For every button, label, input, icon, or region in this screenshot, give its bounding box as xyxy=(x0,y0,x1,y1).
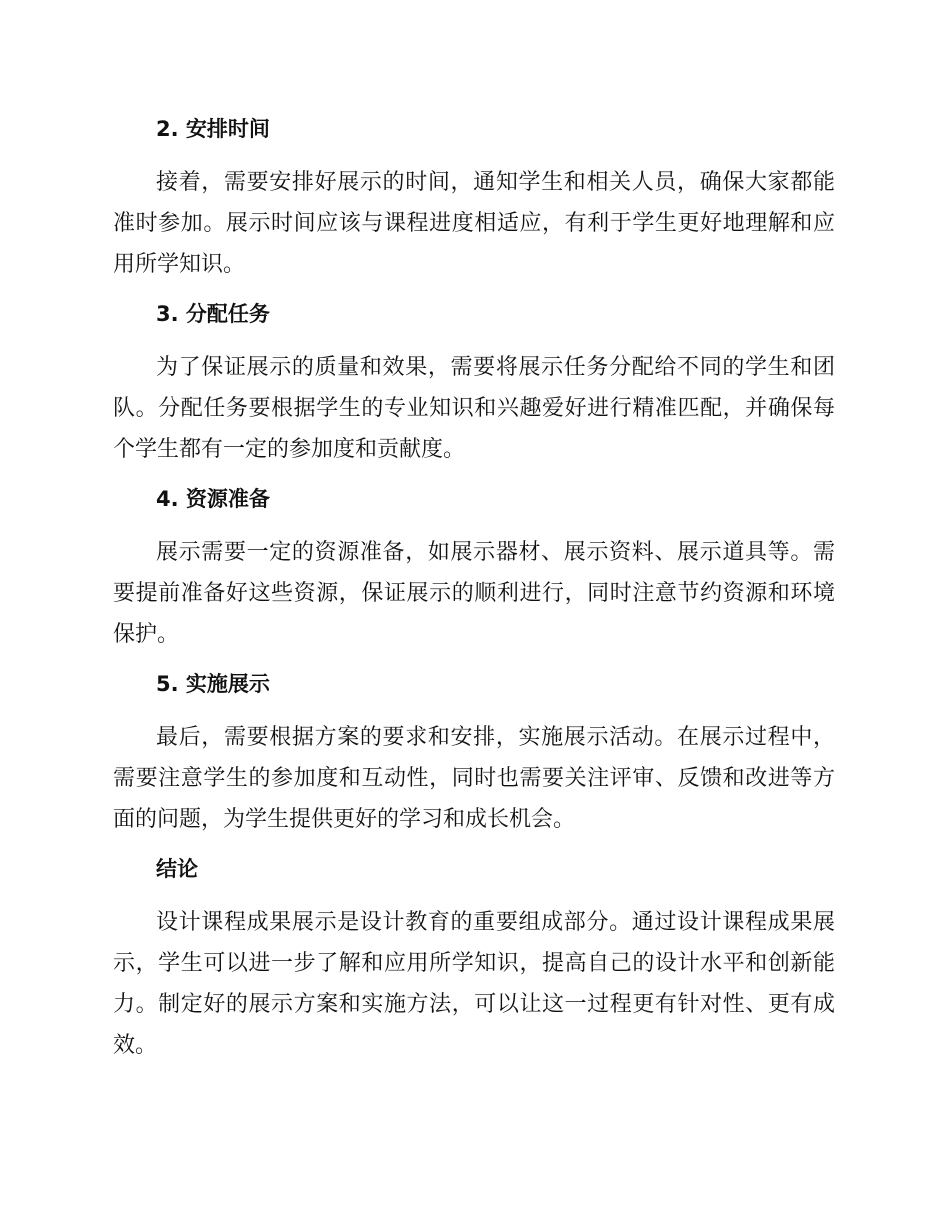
section-paragraph-schedule: 接着，需要安排好展示的时间，通知学生和相关人员，确保大家都能准时参加。展示时间应该与课程进度相适应，有利于学生更好地理解和应用所学知识。 xyxy=(113,170,835,277)
section-heading-implementation: 5. 实施展示 xyxy=(156,672,270,696)
section-heading-resources: 4. 资源准备 xyxy=(156,487,270,511)
section-heading-conclusion: 结论 xyxy=(156,857,198,881)
section-paragraph-implementation: 最后，需要根据方案的要求和安排，实施展示活动。在展示过程中，需要注意学生的参加度和互动性，同时也需要关注评审、反馈和改进等方面的问题，为学生提供更好的学习和成长机会。 xyxy=(113,725,835,832)
section-heading-tasks: 3. 分配任务 xyxy=(156,302,270,326)
section-heading-schedule: 2. 安排时间 xyxy=(156,117,270,141)
section-paragraph-resources: 展示需要一定的资源准备，如展示器材、展示资料、展示道具等。需要提前准备好这些资源，保证展示的顺利进行，同时注意节约资源和环境保护。 xyxy=(113,540,835,647)
section-paragraph-conclusion: 设计课程成果展示是设计教育的重要组成部分。通过设计课程成果展示，学生可以进一步了解和应用所学知识，提高自己的设计水平和创新能力。制定好的展示方案和实施方法，可以让这一过程更有针对性、更有成效。 xyxy=(113,910,835,1058)
section-paragraph-tasks: 为了保证展示的质量和效果，需要将展示任务分配给不同的学生和团队。分配任务要根据学生的专业知识和兴趣爱好进行精准匹配，并确保每个学生都有一定的参加度和贡献度。 xyxy=(113,355,835,462)
document-body xyxy=(113,110,835,1076)
